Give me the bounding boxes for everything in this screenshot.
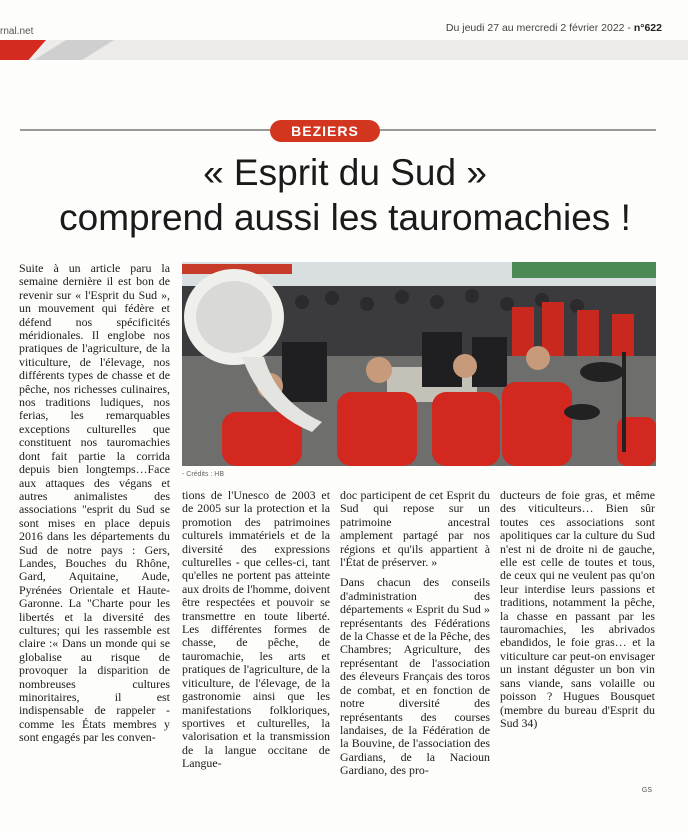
headline-line-1: « Esprit du Sud » xyxy=(203,152,487,193)
column-3-paragraph-2: Dans chacun des conseils d'administration des départements « Esprit du Sud » représentants des Fédérations de la Chasse et de la Pêche, des Chambres; Agriculture, des représentant de l'association des éleveurs Français des toros de combat, et en fonction de notre diversité des représentants des courses landaises, de la Fédération de la Bouvine, de l'association des Gardians, de la Nacioun Gardiano, des pro- xyxy=(340,575,490,778)
headline xyxy=(20,150,670,240)
section-rule-right xyxy=(380,129,656,131)
page-code: GS xyxy=(641,787,652,794)
column-1-text: Suite à un article paru la semaine dernière il est bon de revenir sur « l'Esprit du Sud », un mouvement qui fédère et défend nos spécificités méridionales. Il englobe nos pratiques de l'agriculture, de la viticulture, de l'élevage, nos différents types de chasse et de pêche, nos richesses culinaires, nos traditions ludiques, nos ferias, les remarquables exceptions culturelles que constituent nos tauromachies dont fait partie la corrida depuis bien longtemps…Face aux attaques des végans et autres animalistes des associations "esprit du Sud se sont mises en place depuis 2016 dans les départements du Sud de notre pays : Gers, Landes, Bouches du Rhône, Gard, Aquitaine, Aude, Pyrénées Orientale et Haute-Garonne. La "Charte pour les libertés et la diversité des cultures; qui les rassemble est claire :« Dans un monde qui se globalise au risque de provoquer la disparition de nombreuses cultures minoritaires, il est indispensable de rappeler - comme les États membres y sont engagés par les conven- xyxy=(19,262,170,745)
article-column-3 xyxy=(340,489,490,809)
page-header xyxy=(0,0,688,70)
crowd-photo-illustration xyxy=(182,262,656,466)
photo-credit: - Crédits : HB xyxy=(182,471,225,478)
article-column-4 xyxy=(500,489,655,809)
section-tag: BEZIERS xyxy=(270,120,380,142)
site-name: rnal.net xyxy=(0,26,34,37)
headline-line-2: comprend aussi les tauromachies ! xyxy=(59,197,631,238)
section-rule-left xyxy=(20,129,270,131)
issue-number: n°622 xyxy=(633,22,662,34)
dateline xyxy=(446,22,662,34)
article-column-1 xyxy=(19,262,170,808)
article-photo xyxy=(182,262,656,466)
column-2-text: tions de l'Unesco de 2003 et de 2005 sur la protection et la promotion des patrimoines culturels immatériels et de la diversité des expressions culturelles - que celles-ci, tant qu'elles ne portent pas atteinte aux droits de l'homme, doivent être respectées et pouvoir se transmettre en toute liberté. Les différentes formes de chasse, de pêche, de tauromachie, les arts et pratiques de l'agriculture, de la viticulture, de l'élevage, de la gastronomie ainsi que les manifestations folkloriques, sportives et culturelles, la valorisation et la transmission de la langue occitane de Langue- xyxy=(182,489,330,771)
column-4-text: ducteurs de foie gras, et même des viticulteurs… Bien sûr toutes ces associations sont apolitiques car la culture du Sud n'est ni de droite ni de gauche, elle est celle de toutes et tous, de ceux qui ne veulent pas qu'on leur interdise leurs passions et traditions, notamment la pêche, la chasse en passant par les tauromachies, les abrivados ebandidos, le foie gras… et la viticulture car peut-on envisager un instant déguster un bon vin sans viande, sans volaille ou poisson ? Hugues Bousquet (membre du bureau d'Esprit du Sud 34) xyxy=(500,489,655,730)
column-3-paragraph-1: doc participent de cet Esprit du Sud qui repose sur un patrimoine ancestral amplement partagé par nos régions et qu'ils appartient à l'État de préserver. » xyxy=(340,489,490,570)
article-column-2 xyxy=(182,489,330,809)
dateline-text: Du jeudi 27 au mercredi 2 février 2022 - xyxy=(445,22,631,34)
